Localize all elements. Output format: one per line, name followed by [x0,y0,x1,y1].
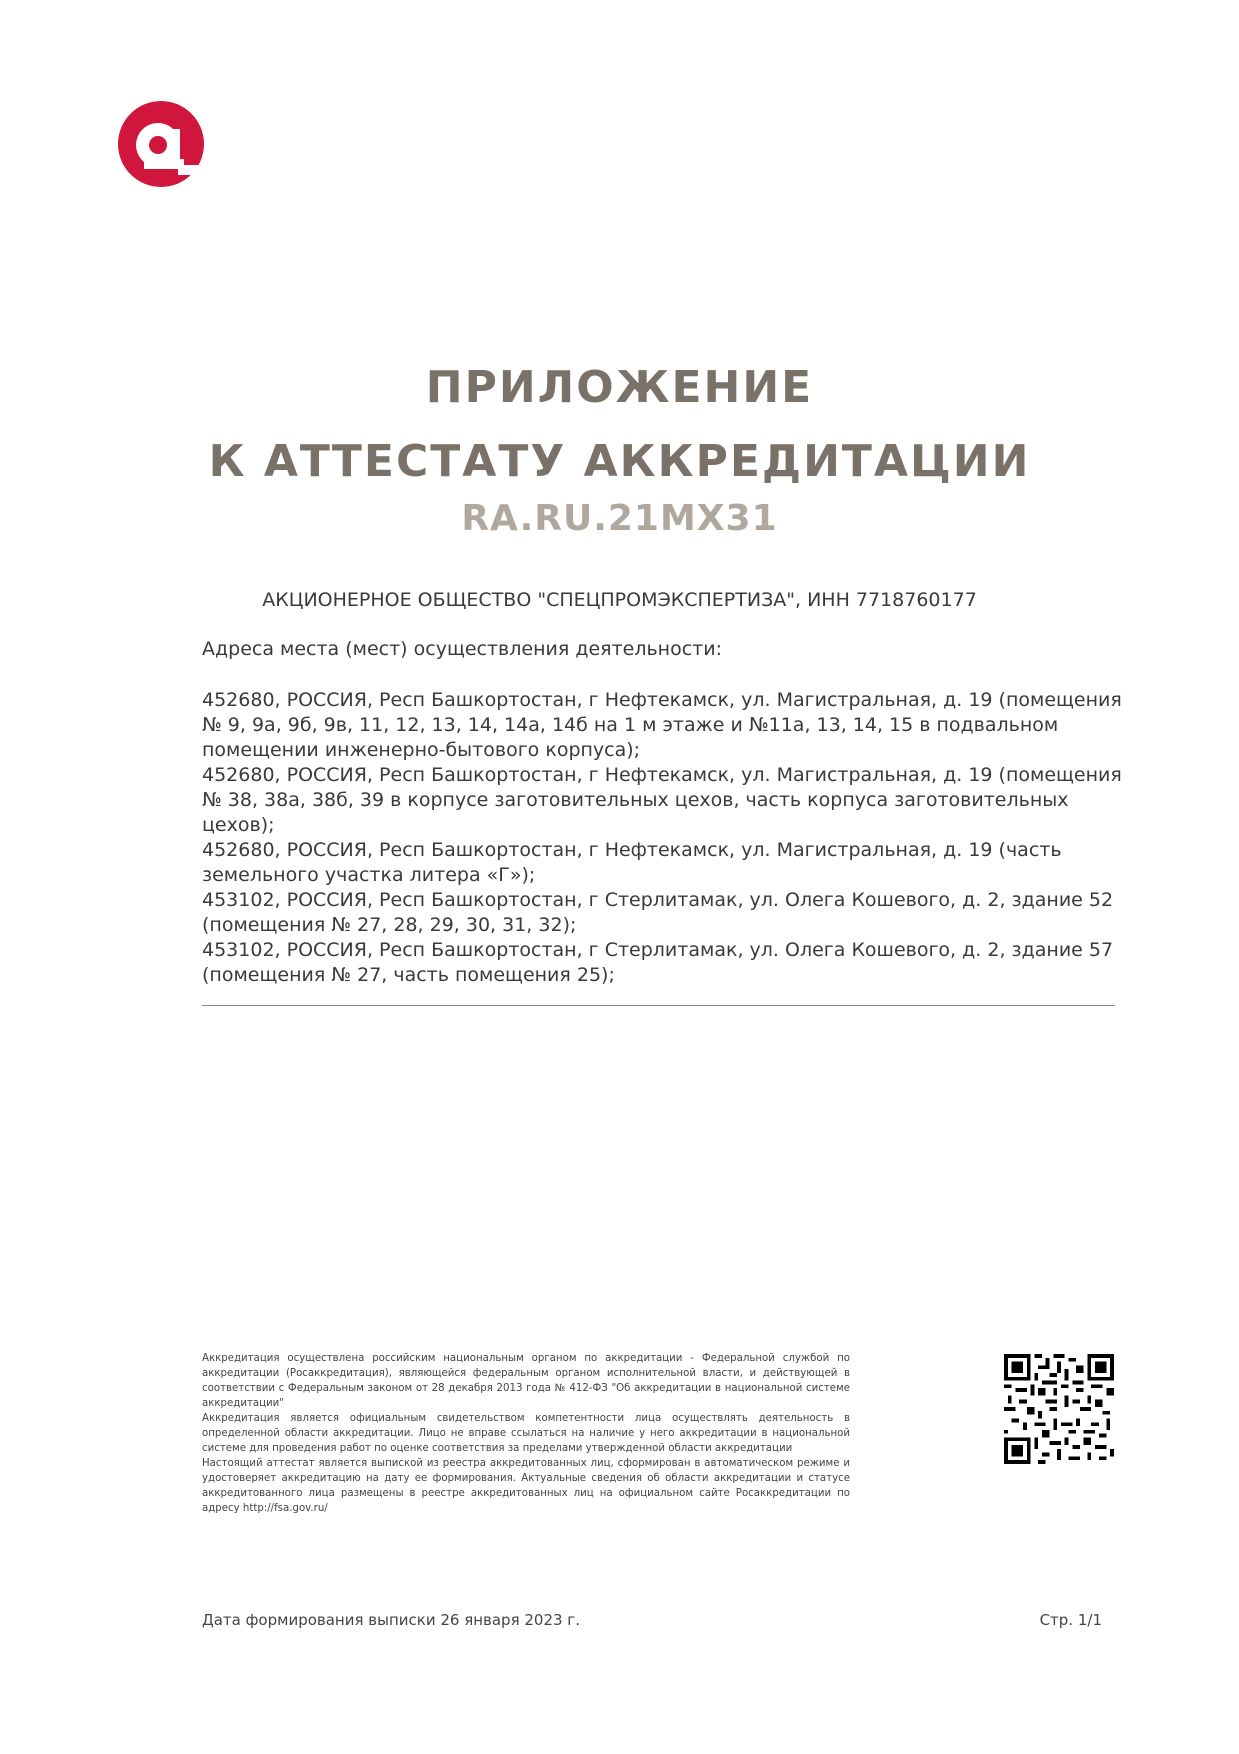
document-subtitle: К АТТЕСТАТУ АККРЕДИТАЦИИ [208,436,1031,487]
section-divider [202,1005,1115,1006]
accreditation-number: RA.RU.21МХ31 [461,498,778,539]
address-item: 452680, РОССИЯ, Респ Башкортостан, г Нефтекамск, ул. Магистральная, д. 19 (часть земельного участка литера «Г»); [202,839,1062,886]
page-number: Стр. 1/1 [1039,1611,1102,1629]
address-item: 453102, РОССИЯ, Респ Башкортостан, г Стерлитамак, ул. Олега Кошевого, д. 2, здание 52 (помещения № 27, 28, 29, 30, 31, 32); [202,889,1114,936]
document-title: ПРИЛОЖЕНИЕ [425,362,814,413]
organization-name: АКЦИОНЕРНОЕ ОБЩЕСТВО "СПЕЦПРОМЭКСПЕРТИЗА", ИНН 7718760177 [262,589,977,611]
legal-paragraph: Настоящий аттестат является выпиской из реестра аккредитованных лиц, сформирован в автоматическом режиме и удостоверяет аккредитацию на дату ее формирования. Актуальные сведения об области аккредитации и статусе аккредитованного лица размещены в реестре аккредитованных лиц на официальном сайте Росаккредитации по адресу http://fsa.gov.ru/ [202,1458,850,1514]
extract-date: Дата формирования выписки 26 января 2023 г. [202,1611,580,1629]
address-item: 453102, РОССИЯ, Респ Башкортостан, г Стерлитамак, ул. Олега Кошевого, д. 2, здание 57 (помещения № 27, часть помещения 25); [202,939,1114,986]
legal-paragraph: Аккредитация является официальным свидетельством компетентности лица осуществлять деятельность в определенной области аккредитации. Лицо не вправе ссылаться на наличие у него аккредитации в национальной системе для проведения работ по оценке соответствия за пределами утвержденной области аккредитации [202,1413,850,1454]
address-item: 452680, РОССИЯ, Респ Башкортостан, г Нефтекамск, ул. Магистральная, д. 19 (помещения № 38, 38а, 38б, 39 в корпусе заготовительных цехов, часть корпуса заготовительных цехов); [202,764,1122,836]
addresses-heading: Адреса места (мест) осуществления деятельности: [202,638,722,660]
legal-paragraph: Аккредитация осуществлена российским национальным органом по аккредитации - Федеральной службой по аккредитации (Росаккредитация), являющейся федеральным органом исполнительной власти, и действующей в соответствии с Федеральным законом от 28 декабря 2013 года № 412-ФЗ "Об аккредитации в национальной системе аккредитации" [202,1353,850,1409]
address-list [202,688,1122,988]
accreditation-logo-icon [116,99,206,189]
qr-code-icon [1004,1354,1114,1464]
legal-notice [202,1351,850,1516]
address-item: 452680, РОССИЯ, Респ Башкортостан, г Нефтекамск, ул. Магистральная, д. 19 (помещения № 9, 9а, 9б, 9в, 11, 12, 13, 14, 14а, 14б на 1 м этаже и №11а, 13, 14, 15 в подвальном помещении инженерно-бытового корпуса); [202,689,1122,761]
